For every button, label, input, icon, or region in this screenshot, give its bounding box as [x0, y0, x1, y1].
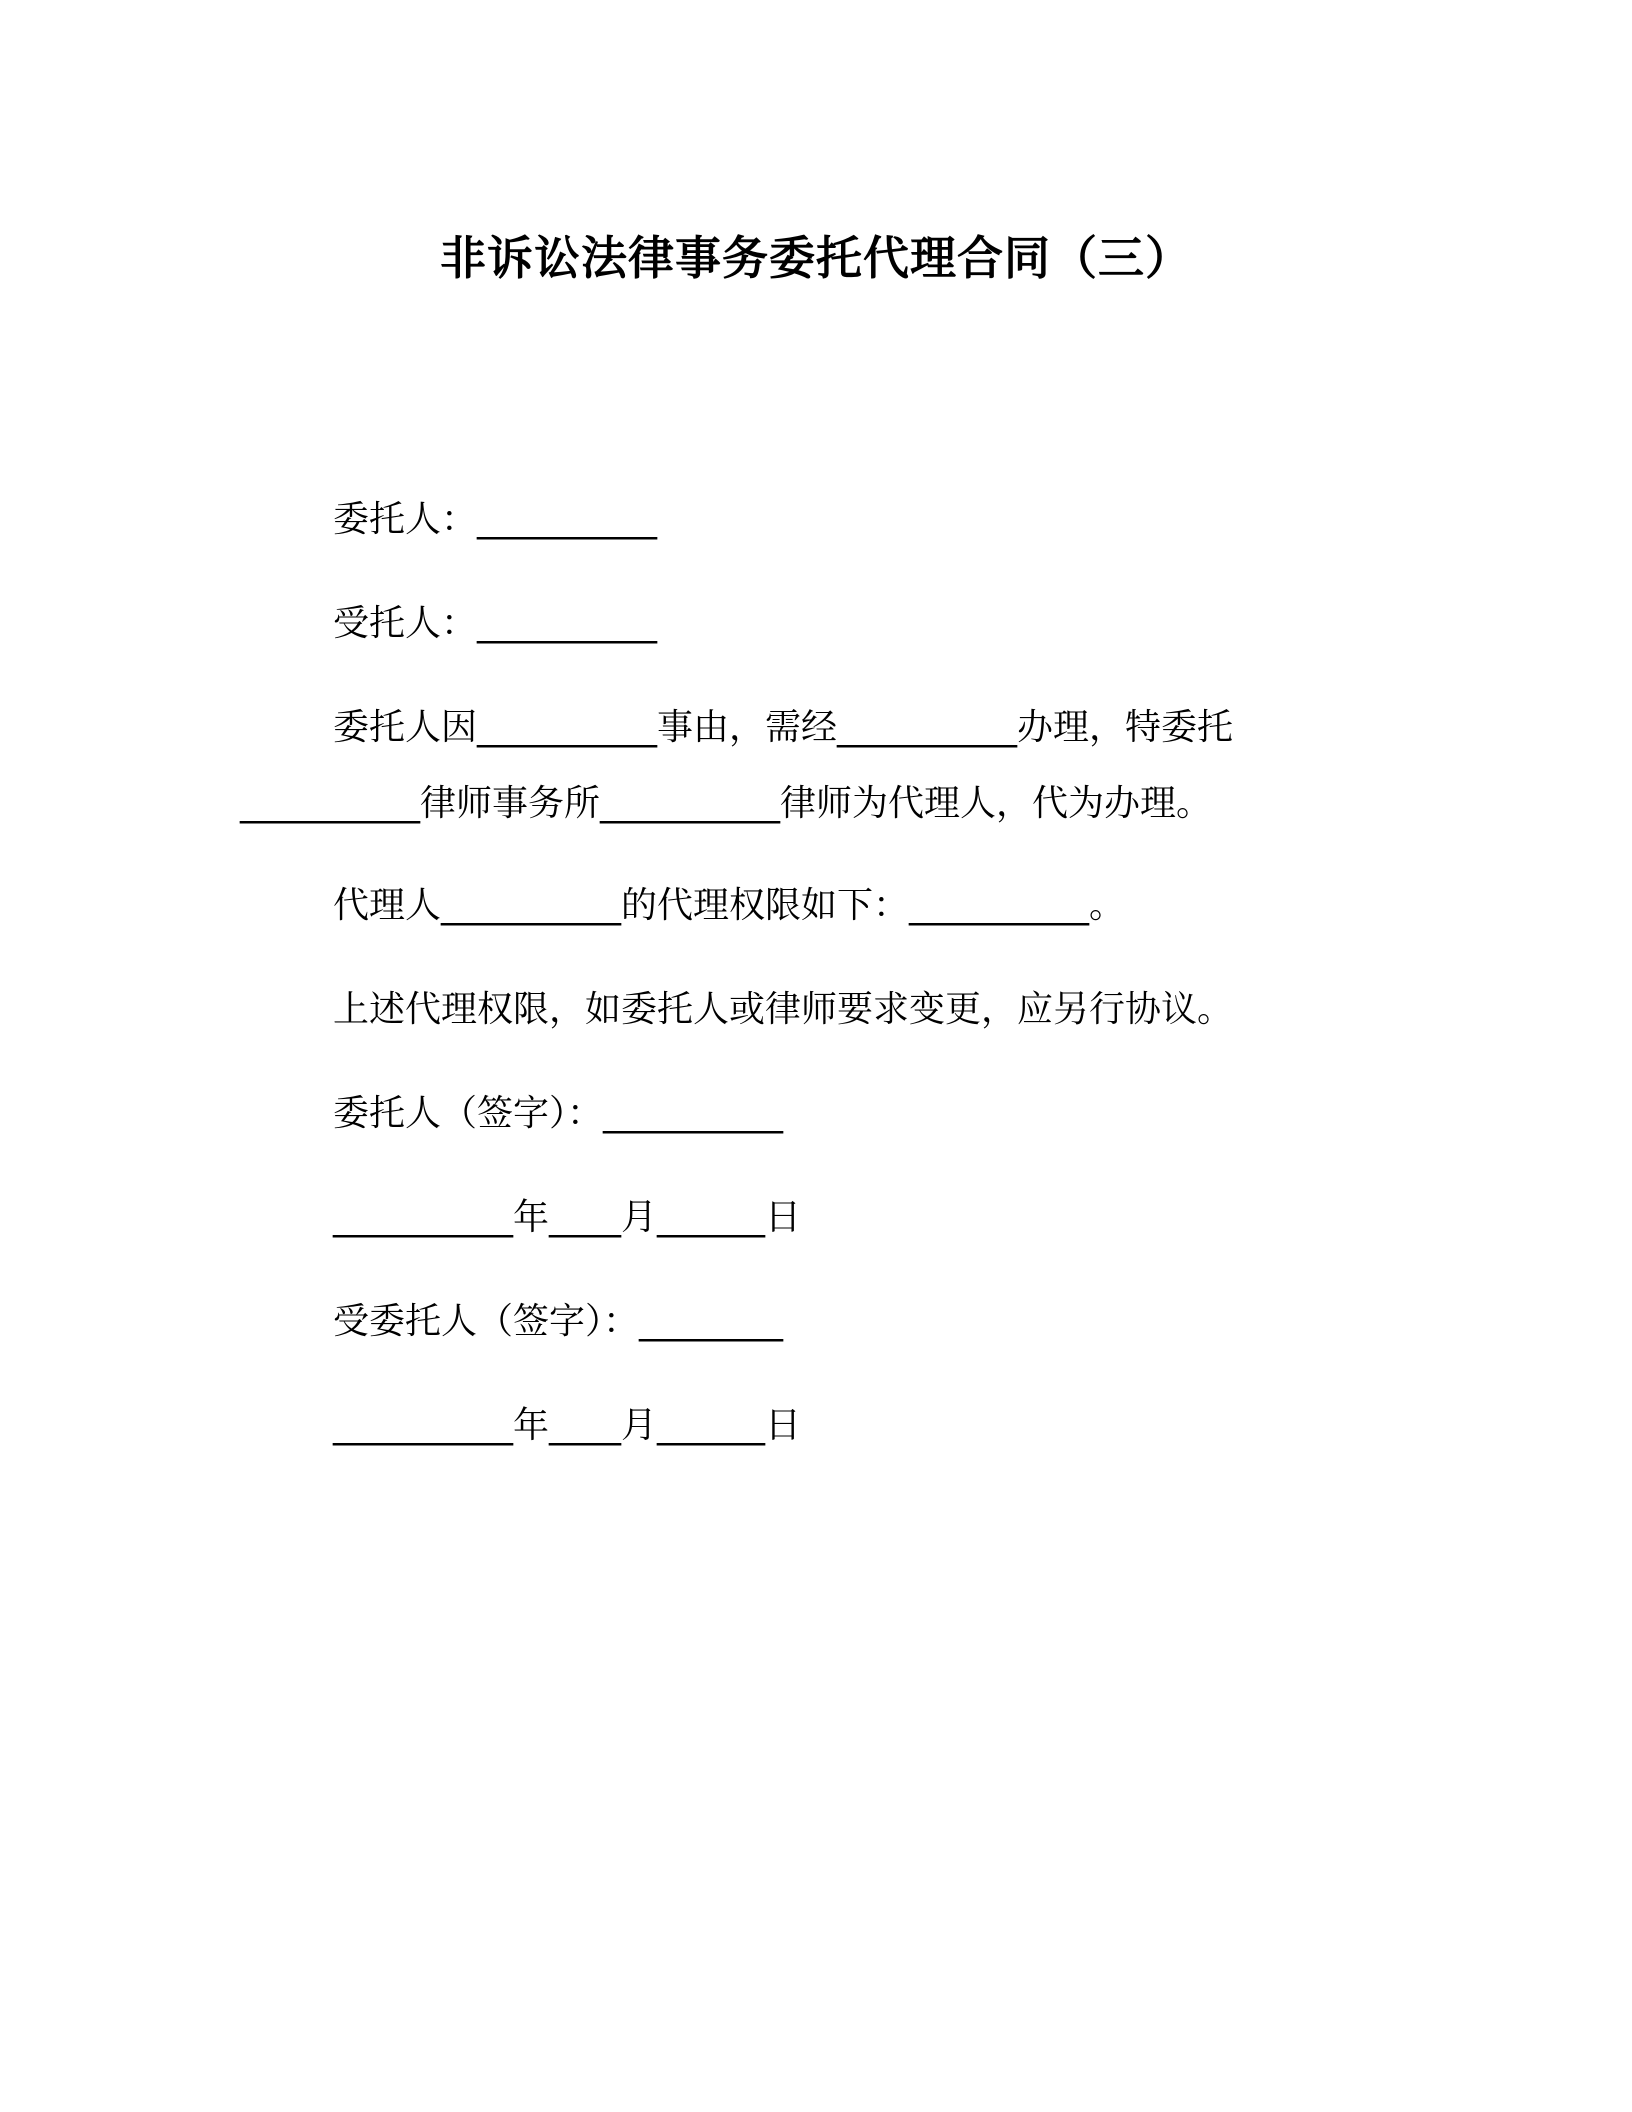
principal-date-line: __________年____月______日	[333, 1197, 801, 1238]
agent-date-line: __________年____月______日	[333, 1405, 801, 1446]
authority-clause-line: 代理人__________的代理权限如下：__________。	[333, 885, 1126, 926]
amendment-clause-line: 上述代理权限，如委托人或律师要求变更，应另行协议。	[333, 989, 1234, 1030]
principal-line: 委托人：__________	[333, 499, 658, 540]
agent-line: 受托人：__________	[333, 603, 658, 644]
principal-signature-line: 委托人（签字）：__________	[333, 1093, 784, 1134]
entrustment-clause-line-2: __________律师事务所__________律师为代理人，代为办理。	[240, 783, 1213, 824]
agent-signature-line: 受委托人（签字）：________	[333, 1301, 784, 1342]
entrustment-clause-line-1: 委托人因__________事由，需经__________办理，特委托	[333, 707, 1234, 748]
document-title: 非诉讼法律事务委托代理合同（三）	[440, 231, 1192, 285]
